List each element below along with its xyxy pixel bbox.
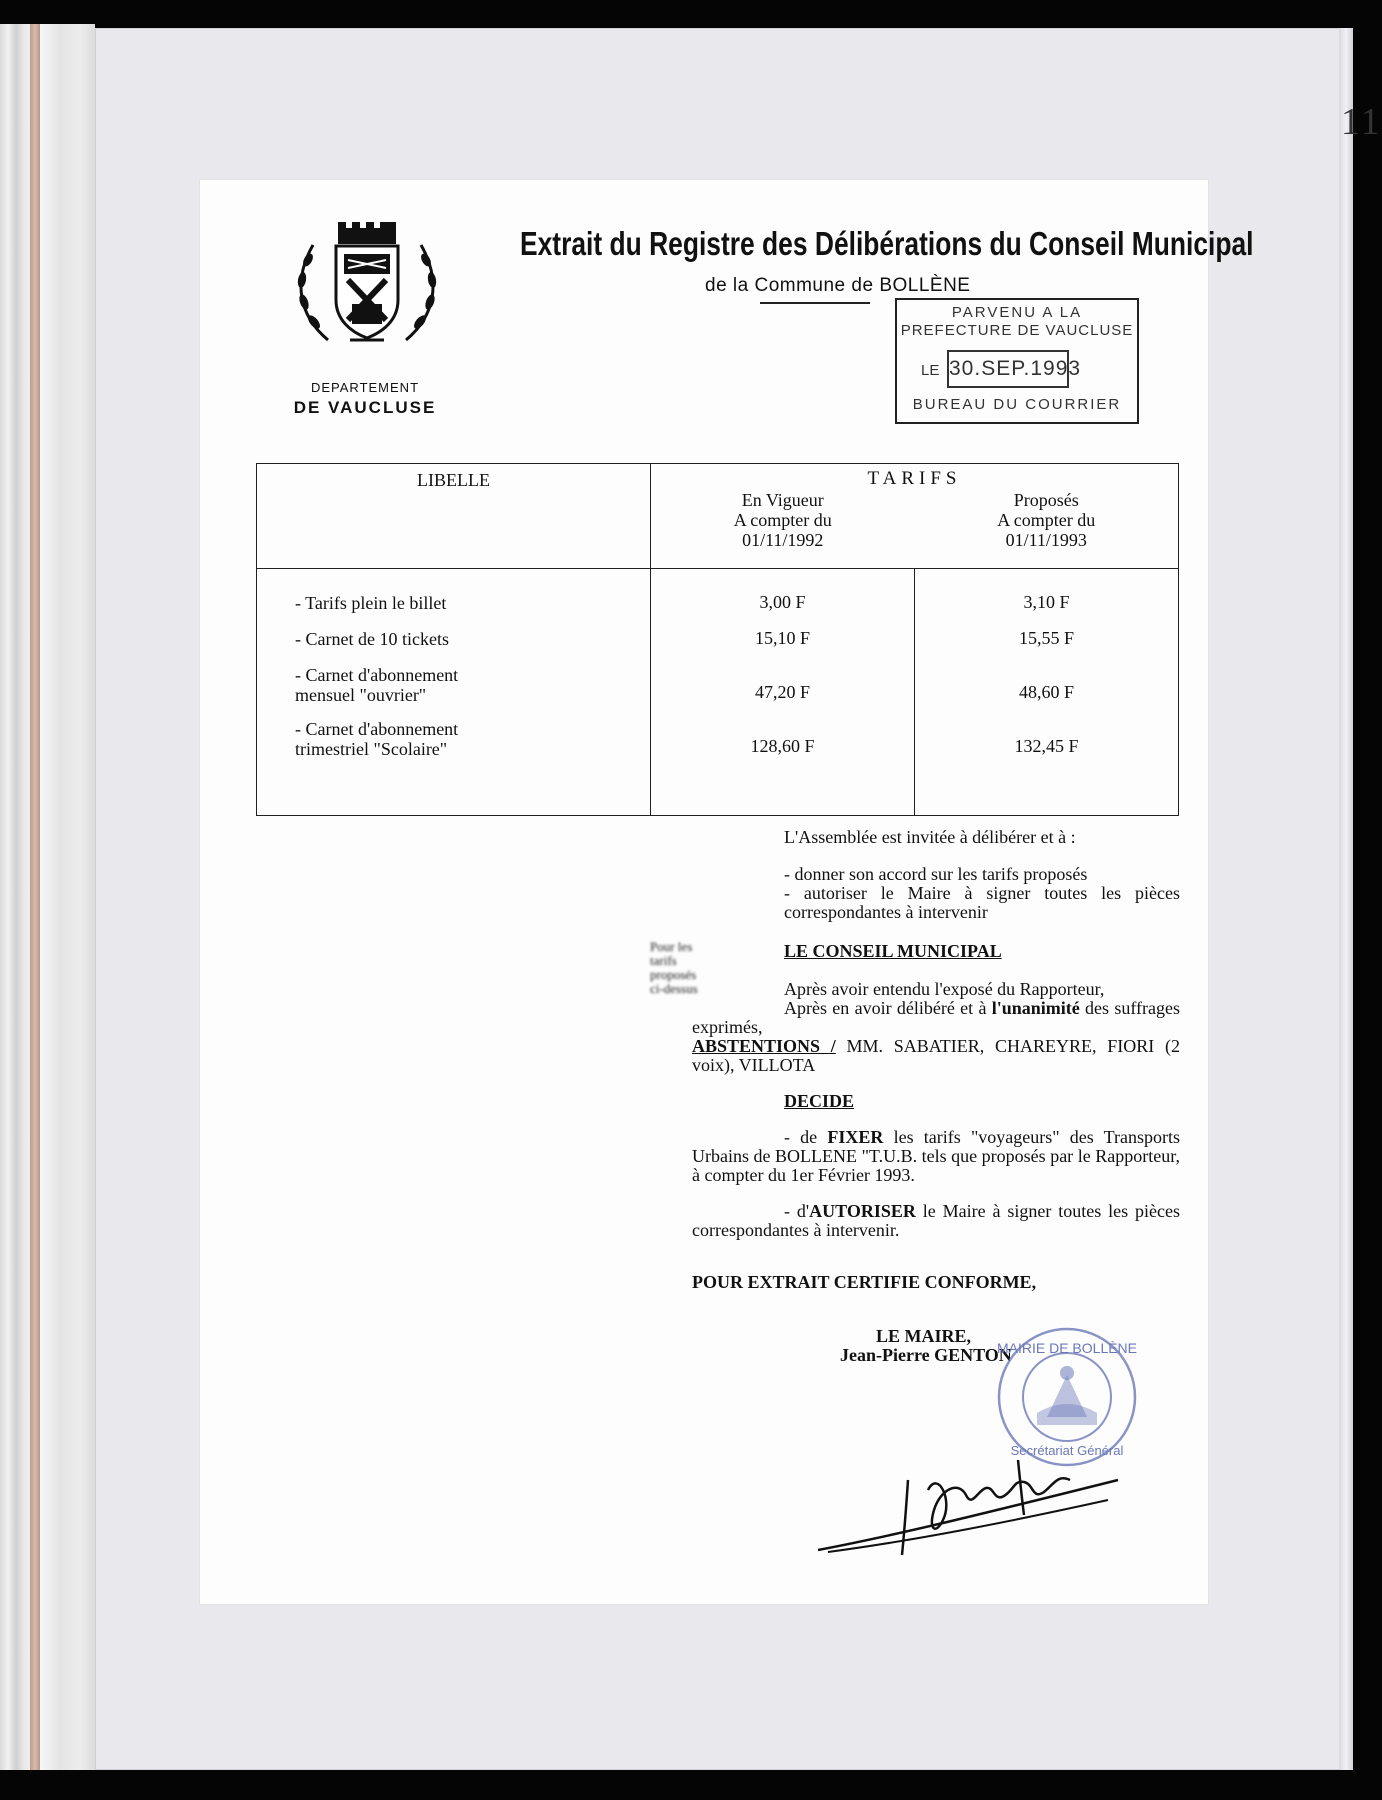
table-header-row [257,464,1179,569]
row-label-line: trimestriel "Scolaire" [295,739,448,759]
document-page [200,180,1254,1604]
header-proposes [915,490,1179,550]
header-proposes-line: Proposés [1013,490,1079,510]
seal-top-text: MAIRIE DE BOLLÈNE [996,1340,1138,1356]
abstentions-label: ABSTENTIONS / [692,1036,836,1056]
stamp-line-3: BUREAU DU COURRIER [912,396,1122,413]
unanimite: l'unanimité [991,998,1080,1018]
row-label [295,719,650,773]
table-body-row [257,569,1179,816]
vigueur-value: 128,60 F [750,736,815,756]
header-proposes-line: A compter du [997,510,1096,530]
proposes-value: 132,45 F [1014,736,1079,756]
decision-verb: FIXER [827,1127,884,1147]
proposes-value: 3,10 F [1023,592,1070,612]
faded-stamp-line: Pour les tarifs [650,939,693,968]
apres-text: des suffrages exprimés, [692,998,1180,1037]
header-vigueur-date: 01/11/1992 [742,530,824,550]
faded-stamp-line: ci-dessus [650,981,698,996]
deliberation-text [692,828,1180,1365]
document-title: Extrait du Registre des Délibérations du Conseil Municipal [520,225,1254,262]
seal-bottom-text: Secrétariat Général [1010,1443,1124,1458]
decision-2 [692,1202,1180,1240]
invite-paragraph: L'Assemblée est invitée à délibérer et à : [784,827,1076,847]
decision-text: - de [784,1127,828,1147]
header-vigueur [651,490,915,550]
decide-heading-wrap [692,1092,1180,1111]
title-rule [760,302,870,304]
vigueur-value: 47,20 F [754,682,810,702]
invite-item-1: - donner son accord sur les tarifs proposés [784,864,1088,884]
department-name: DE VAUCLUSE [293,398,437,417]
proposes-column [915,569,1179,816]
department-label: DEPARTEMENT [310,380,420,395]
header-proposes-date: 01/11/1993 [1005,530,1087,550]
conseil-heading-wrap [692,942,1180,961]
faded-stamp-line: proposés [650,967,697,982]
libelle-column [257,569,651,816]
binder-spine [30,24,40,1770]
conseil-heading: LE CONSEIL MUNICIPAL [784,941,1002,961]
vigueur-value: 3,00 F [759,592,806,612]
header-tarifs-title: TARIFS [867,468,962,489]
row-label [295,593,650,629]
stamp-date: 30.SEP.1993 [947,350,1069,388]
decision-text: - d' [784,1201,810,1221]
stamp-date-prefix: LE [921,362,940,379]
proposes-value: 48,60 F [1018,682,1074,702]
decision-text: les tarifs "voyageurs" des Transports Urbains de BOLLENE "T.U.B. tels que proposés par le Rapporteur, à compter du 1er Février 1993. [692,1127,1181,1185]
decision-text: le Maire à signer toutes les pièces correspondantes à intervenir. [692,1201,1180,1240]
row-label-line: - Carnet d'abonnement [295,665,459,685]
mayor-signature [808,1440,1138,1570]
maire-name: Jean-Pierre GENTON [840,1345,1012,1365]
tarifs-table [256,463,1179,816]
vigueur-column [651,569,915,816]
page-number: 11 [1341,101,1382,143]
apres-text: Après en avoir délibéré et à [784,998,992,1018]
binder-edge [0,24,95,1770]
invite-item-2: - autoriser le Maire à signer toutes les pièces correspondantes à intervenir [784,883,1180,922]
decision-1 [692,1128,1180,1185]
apres-line-1: Après avoir entendu l'exposé du Rapporteur, [784,979,1105,999]
row-label [295,629,650,665]
commune-subtitle: de la Commune de BOLLÈNE [705,275,971,296]
vigueur-value: 15,10 F [754,628,810,648]
abstentions-names: MM. SABATIER, CHAREYRE, FIORI (2 voix), VILLOTA [692,1036,1180,1075]
sheet-edge [1339,28,1353,1770]
proposes-value: 15,55 F [1018,628,1074,648]
certifie-line: POUR EXTRAIT CERTIFIE CONFORME, [692,1272,1037,1292]
header-vigueur-line: En Vigueur [741,490,824,510]
prefecture-receipt-stamp [895,298,1139,424]
header-vigueur-line: A compter du [733,510,832,530]
row-label-line: - Carnet de 10 tickets [295,629,449,649]
stamp-line-2: PREFECTURE DE VAUCLUSE [900,322,1134,339]
coat-of-arms-icon [288,220,446,352]
row-label-line: mensuel "ouvrier" [295,685,427,705]
stamp-line-1: PARVENU A LA [951,304,1083,321]
apres-line-2 [692,999,1180,1037]
maire-title: LE MAIRE, [876,1326,972,1346]
row-label [295,665,650,719]
row-label-line: - Carnet d'abonnement [295,719,459,739]
decision-verb: AUTORISER [809,1201,916,1221]
abstentions-paragraph [692,1037,1180,1075]
header-tarifs [651,464,1179,569]
decide-heading: DECIDE [784,1091,855,1111]
row-label-line: - Tarifs plein le billet [295,593,447,613]
header-libelle: LIBELLE [257,464,651,569]
